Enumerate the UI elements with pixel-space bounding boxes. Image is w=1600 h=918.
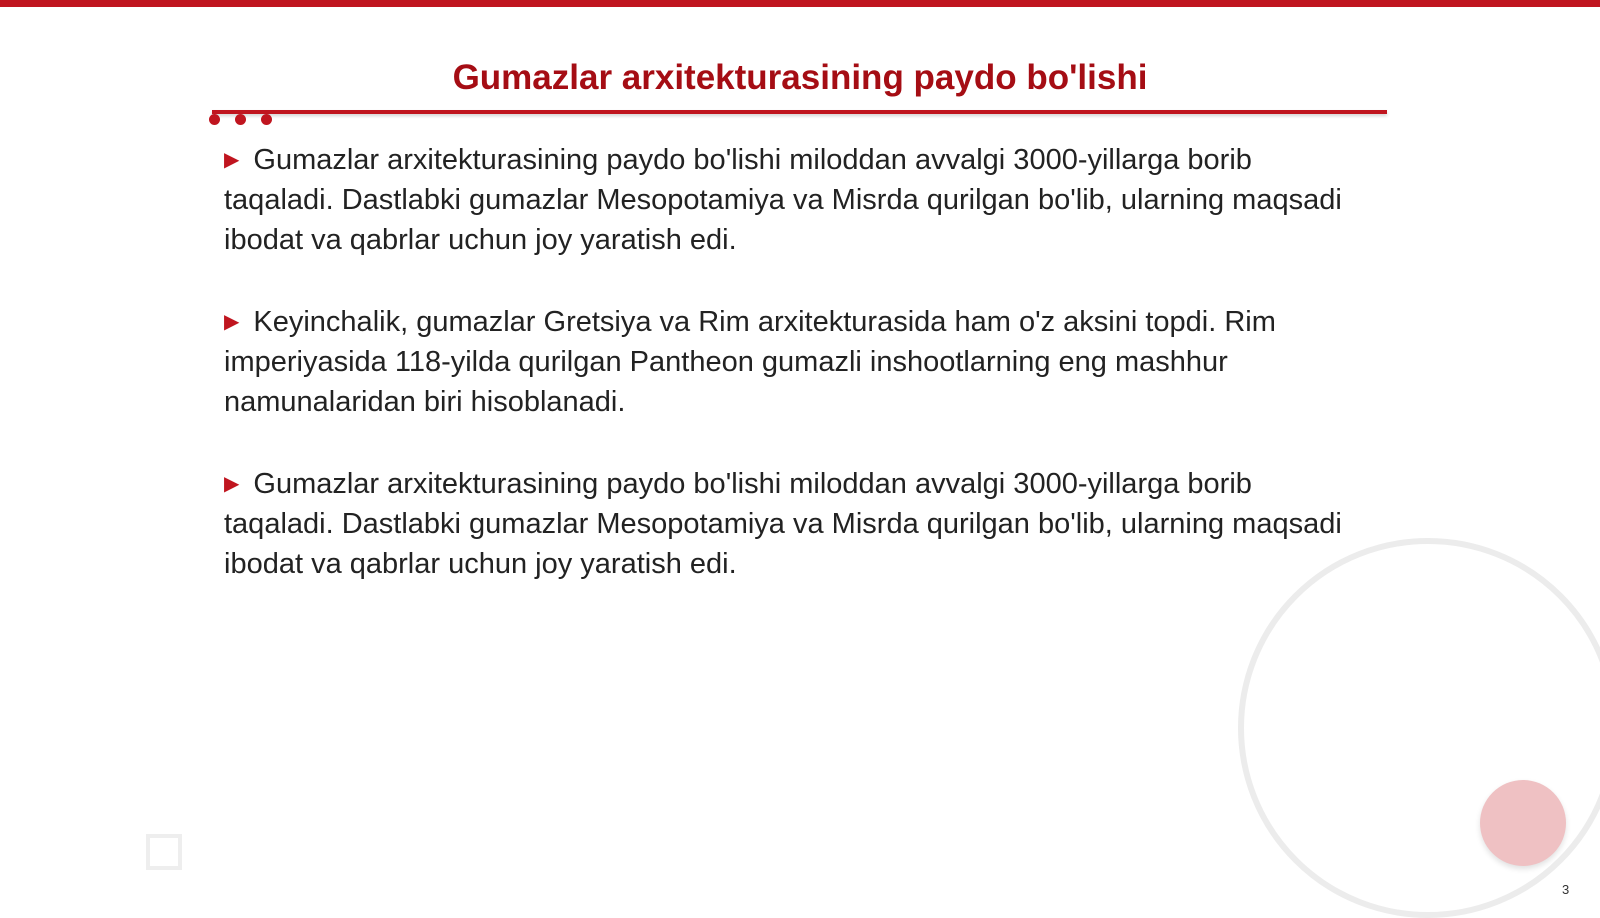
bullet-text-3: Gumazlar arxitekturasining paydo bo'lishi miloddan avvalgi 3000-yillarga borib taqaladi. Dastlabki gumazlar Mesopotamiya va Misrda qurilgan bo'lib, ularning maqsadi ibodat va qabrlar uchun joy yaratish edi. — [224, 468, 1342, 580]
bullet-text-1: Gumazlar arxitekturasining paydo bo'lishi miloddan avvalgi 3000-yillarga borib taqaladi. Dastlabki gumazlar Mesopotamiya va Misrda qurilgan bo'lib, ularning maqsadi ibodat va qabrlar uchun joy yaratish edi. — [224, 144, 1342, 256]
top-accent-bar — [0, 0, 1600, 7]
bullet-item-2 — [224, 302, 1344, 422]
bullet-item-1 — [224, 140, 1344, 260]
page-number: 3 — [1562, 882, 1570, 897]
bullet-list — [224, 140, 1344, 626]
decor-dot-3 — [261, 114, 272, 125]
decor-dot-1 — [209, 114, 220, 125]
title-underline — [212, 110, 1387, 114]
bullet-text-2: Keyinchalik, gumazlar Gretsiya va Rim arxitekturasida ham o'z aksini topdi. Rim imperiyasida 118-yilda qurilgan Pantheon gumazli inshootlarning eng mashhur namunalaridan biri hisoblanadi. — [224, 306, 1276, 418]
decor-square-outline — [146, 834, 182, 870]
bullet-item-3 — [224, 464, 1344, 584]
decor-dot-2 — [235, 114, 246, 125]
triangle-bullet-icon: ▶ — [224, 311, 240, 333]
decor-pink-circle — [1480, 780, 1566, 866]
slide-title: Gumazlar arxitekturasining paydo bo'lishi — [452, 58, 1148, 97]
triangle-bullet-icon: ▶ — [224, 473, 240, 495]
triangle-bullet-icon: ▶ — [224, 149, 240, 171]
decor-circle-outline — [1238, 538, 1600, 918]
